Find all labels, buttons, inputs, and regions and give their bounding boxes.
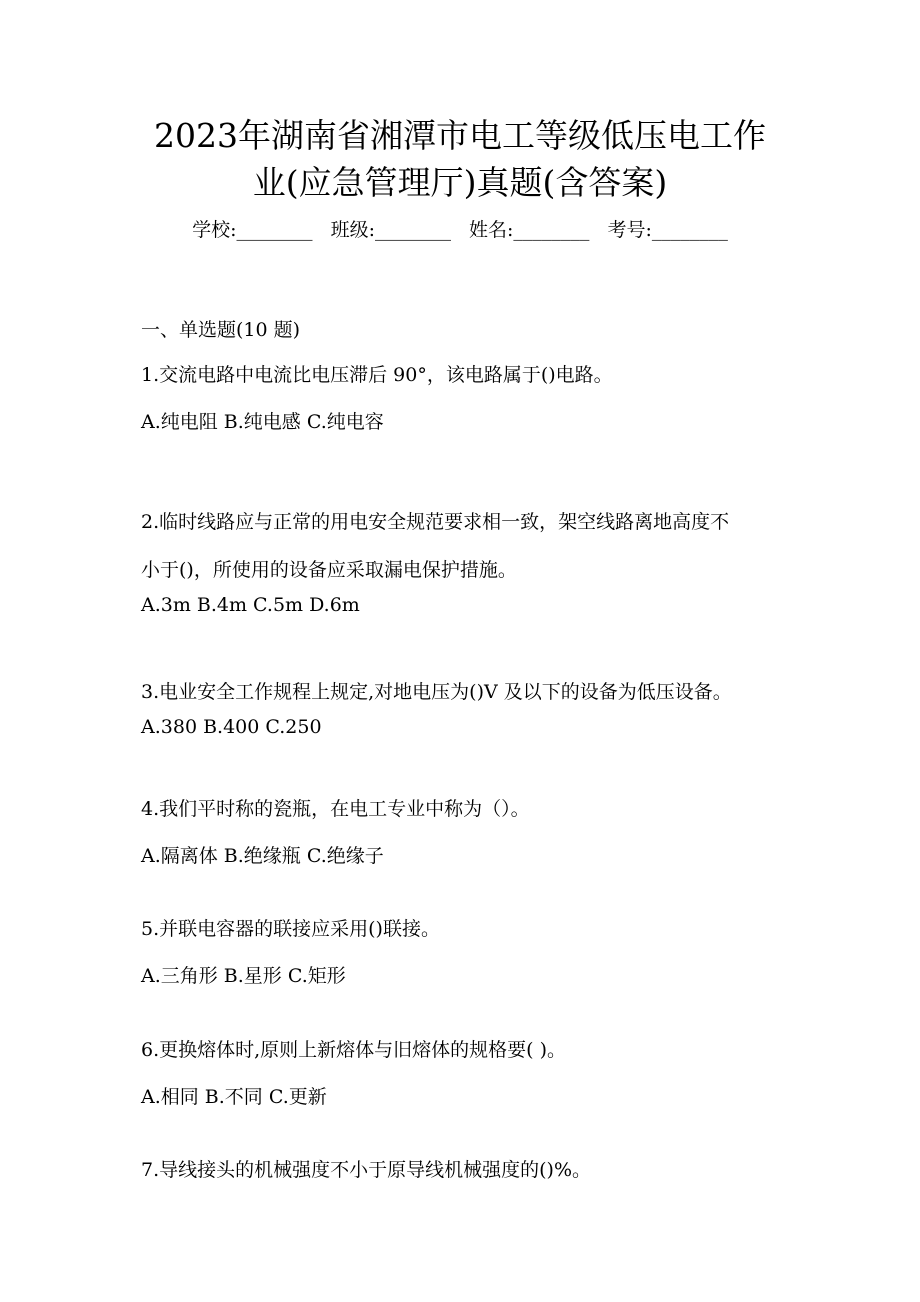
question-1-stem: 1.交流电路中电流比电压滞后 90°，该电路属于()电路。 xyxy=(141,364,613,386)
class-field: 班级:________ xyxy=(330,219,451,241)
question-6-options: A.相同 B.不同 C.更新 xyxy=(141,1086,327,1108)
question-4-stem: 4.我们平时称的瓷瓶，在电工专业中称为（）。 xyxy=(141,798,530,820)
question-6-stem: 6.更换熔体时,原则上新熔体与旧熔体的规格要( )。 xyxy=(141,1039,567,1061)
name-field: 姓名:________ xyxy=(469,219,590,241)
question-5-options: A.三角形 B.星形 C.矩形 xyxy=(141,965,346,987)
question-3-stem: 3.电业安全工作规程上规定,对地电压为()V 及以下的设备为低压设备。 xyxy=(141,681,732,703)
school-field: 学校:________ xyxy=(192,219,313,241)
question-3-options: A.380 B.400 C.250 xyxy=(141,716,322,738)
question-2-stem-line-2: 小于()，所使用的设备应采取漏电保护措施。 xyxy=(141,559,517,581)
section-heading: 一、单选题(10 题) xyxy=(141,319,301,341)
exam-number-field: 考号:________ xyxy=(607,219,728,241)
document-title-line-2: 业(应急管理厅)真题(含答案) xyxy=(252,163,668,202)
student-info-fields xyxy=(60,215,860,245)
document-title-line-1: 2023年湖南省湘潭市电工等级低压电工作 xyxy=(154,116,766,155)
question-5-stem: 5.并联电容器的联接应采用()联接。 xyxy=(141,918,440,940)
question-2-stem-line-1: 2.临时线路应与正常的用电安全规范要求相一致，架空线路离地高度不 xyxy=(141,511,730,533)
question-4-options: A.隔离体 B.绝缘瓶 C.绝缘子 xyxy=(141,845,384,867)
question-1-options: A.纯电阻 B.纯电感 C.纯电容 xyxy=(141,411,384,433)
question-7-stem: 7.导线接头的机械强度不小于原导线机械强度的()%。 xyxy=(141,1159,592,1181)
question-2-options: A.3m B.4m C.5m D.6m xyxy=(141,594,360,616)
